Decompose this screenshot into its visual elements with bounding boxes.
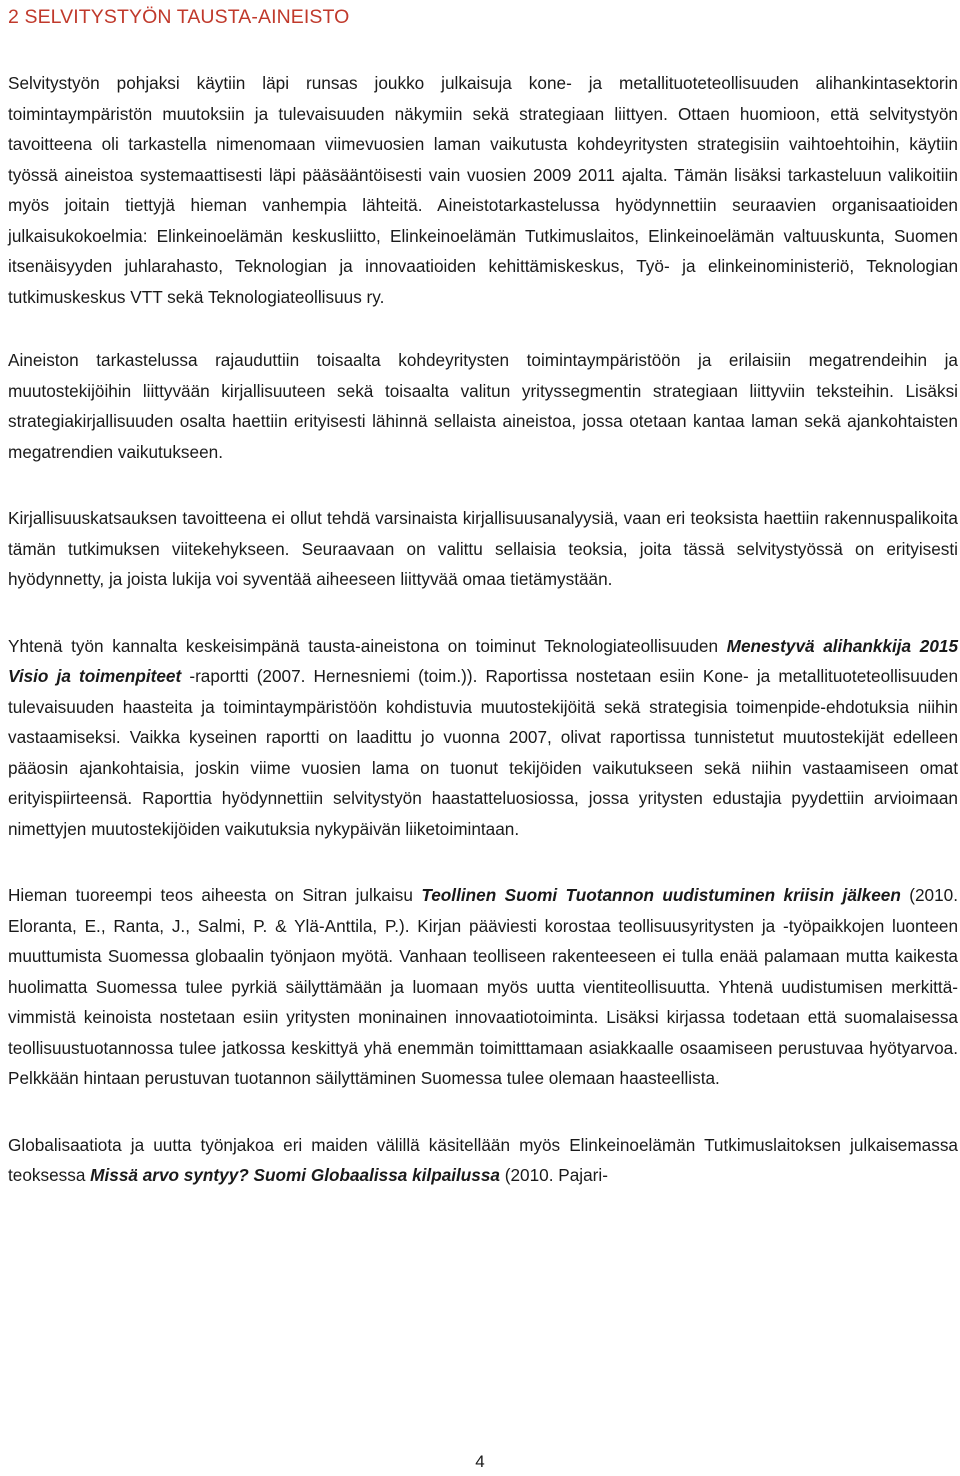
document-page bbox=[8, 0, 958, 1191]
paragraph-sources: Selvitystyön pohjaksi käytiin läpi runsas joukko julkaisuja kone- ja metallituoteteollisuuden alihankintasektorin toimintaympäristön muutoksiin ja tulevaisuuden näkymiin sekä strategiaan liittyen. Ottaen huomioon, että selvitystyön tavoitteena oli tarkastella nimenomaan viimevuosien laman vaikutusta kohdeyritysten strategisiin vaihtoehtoihin, käytiin työssä aineistoa systemaattisesti läpi pääsääntöisesti vain vuosien 2009 2011 ajalta. Tämän lisäksi tarkasteluun valikoitiin myös joitain tiettyjä hieman vanhempia lähteitä. Aineistotarkastelussa hyödynnettiin seuraavien organisaatioiden julkaisukokoelmia: Elinkeinoelämän keskusliitto, Elinkeinoelämän Tutkimuslaitos, Elinkeinoelämän valtuuskunta, Suomen itsenäisyyden juhlarahasto, Teknologian ja innovaatioiden kehittämiskeskus, Työ- ja elinkeinoministeriö, Teknologian tutkimuskeskus VTT sekä Teknologiateollisuus ry. bbox=[8, 73, 958, 307]
page-number: 4 bbox=[475, 1452, 485, 1471]
paragraph-text: Hieman tuoreempi teos aiheesta on Sitran julkaisu bbox=[8, 885, 422, 905]
paragraph-text: Yhtenä työn kannalta keskeisimpänä tausta-aineistona on toiminut Teknologiateollisuuden bbox=[8, 635, 727, 656]
paragraph-scope: Aineiston tarkastelussa rajauduttiin toisaalta kohdeyritysten toimintaympäristöön ja erilaisiin megatrendeihin ja muutostekijöihin liittyvään kirjallisuuteen sekä toisaalta valitun yrityssegmentin strategiaan liittyviin teksteihin. Lisäksi strategiakirjallisuuden osalta haettiin erityisesti lähinnä sellaista aineistoa, jossa otetaan kantaa laman sekä ajankohtaisten megatrendien vaikutukseen. bbox=[8, 350, 958, 462]
publication-title: Teollinen Suomi Tuotannon uudistuminen kriisin jälkeen bbox=[421, 885, 901, 905]
paragraph-text: (2010. Eloranta, E., Ranta, J., Salmi, P. & Ylä-Anttila, P.). Kirjan pääviesti korostaa teollisuusyritysten ja -työpaikkojen luonteen muuttumista Suomessa globaalin työnjaon myötä. Vanhaan teolliseen rakenteeseen ei tulla enää palamaan mutta kaikesta huolimatta Suomessa tulee pyrkiä säilyttämään ja luomaan myös uutta vientiteollisuutta. Yhtenä uudistumisen merkittävimmistä keinoista nostetaan esiin yritysten moninainen innovaatiotoiminta. Lisäksi kirjassa todetaan että suomalaisessa teollisuustuotannossa tulee jatkossa keskittyä yhä enemmän toimitttamaan asiakkaalle osaamiseen perustuvaa hyötyarvoa. Pelkkään hintaan perustuvan tuotannon säilyttäminen Suomessa tulee olemaan haasteellista. bbox=[8, 885, 958, 1088]
paragraph-text: -raportti (2007. Hernesniemi (toim.)). Raportissa nostetaan esiin Kone- ja metallituoteteollisuuden tulevaisuuden haasteita ja toimintaympäristöön kohdistuvia muutostekijöitä sekä strategisia toimenpide-ehdotuksia niihin vastaamiseksi. Vaikka kyseinen raportti on laadittu jo vuonna 2007, olivat raportissa tunnistetut muutostekijät edelleen pääosin ajankohtaisia, joskin viime vuosien lama on tuonut tekijöiden vaikutukseen sekä niihin vastaamiseen omat erityispiirteensä. Raporttia hyödynnettiin selvitystyön haastatteluosiossa, jossa yritysten edustajia pyydettiin arvioimaan nimettyjen muutostekijöiden vaikutuksia nykypäivän liiketoimintaan. bbox=[8, 666, 959, 839]
paragraph-text: (2010. Pajari- bbox=[499, 1165, 608, 1185]
publication-title: Menestyvä alihankkija 2015 Visio ja toimenpiteet bbox=[8, 635, 958, 686]
paragraph-sitra-publication bbox=[8, 880, 958, 1094]
publication-title: Missä arvo syntyy? Suomi Globaalissa kilpailussa bbox=[90, 1165, 500, 1185]
paragraph-globalisation bbox=[8, 1130, 958, 1191]
paragraph-key-source bbox=[8, 631, 958, 845]
paragraph-literature-review: Kirjallisuuskatsauksen tavoitteena ei ollut tehdä varsinaista kirjallisuusanalyysiä, vaan eri teoksista haettiin rakennuspalikoita tämän tutkimuksen viitekehykseen. Seuraavaan on valittu sellaisia teoksia, joita tässä selvitystyössä on erityisesti hyödynnetty, ja joista lukija voi syventää aiheeseen liittyvää omaa tietämystään. bbox=[8, 508, 958, 589]
section-heading: 2 SELVITYSTYÖN TAUSTA-AINEISTO bbox=[8, 6, 350, 28]
paragraph-text: Globalisaatiota ja uutta työnjakoa eri maiden välillä käsitellään myös Elinkeinoelämän Tutkimuslaitoksen julkaisemassa teoksessa bbox=[8, 1134, 958, 1185]
